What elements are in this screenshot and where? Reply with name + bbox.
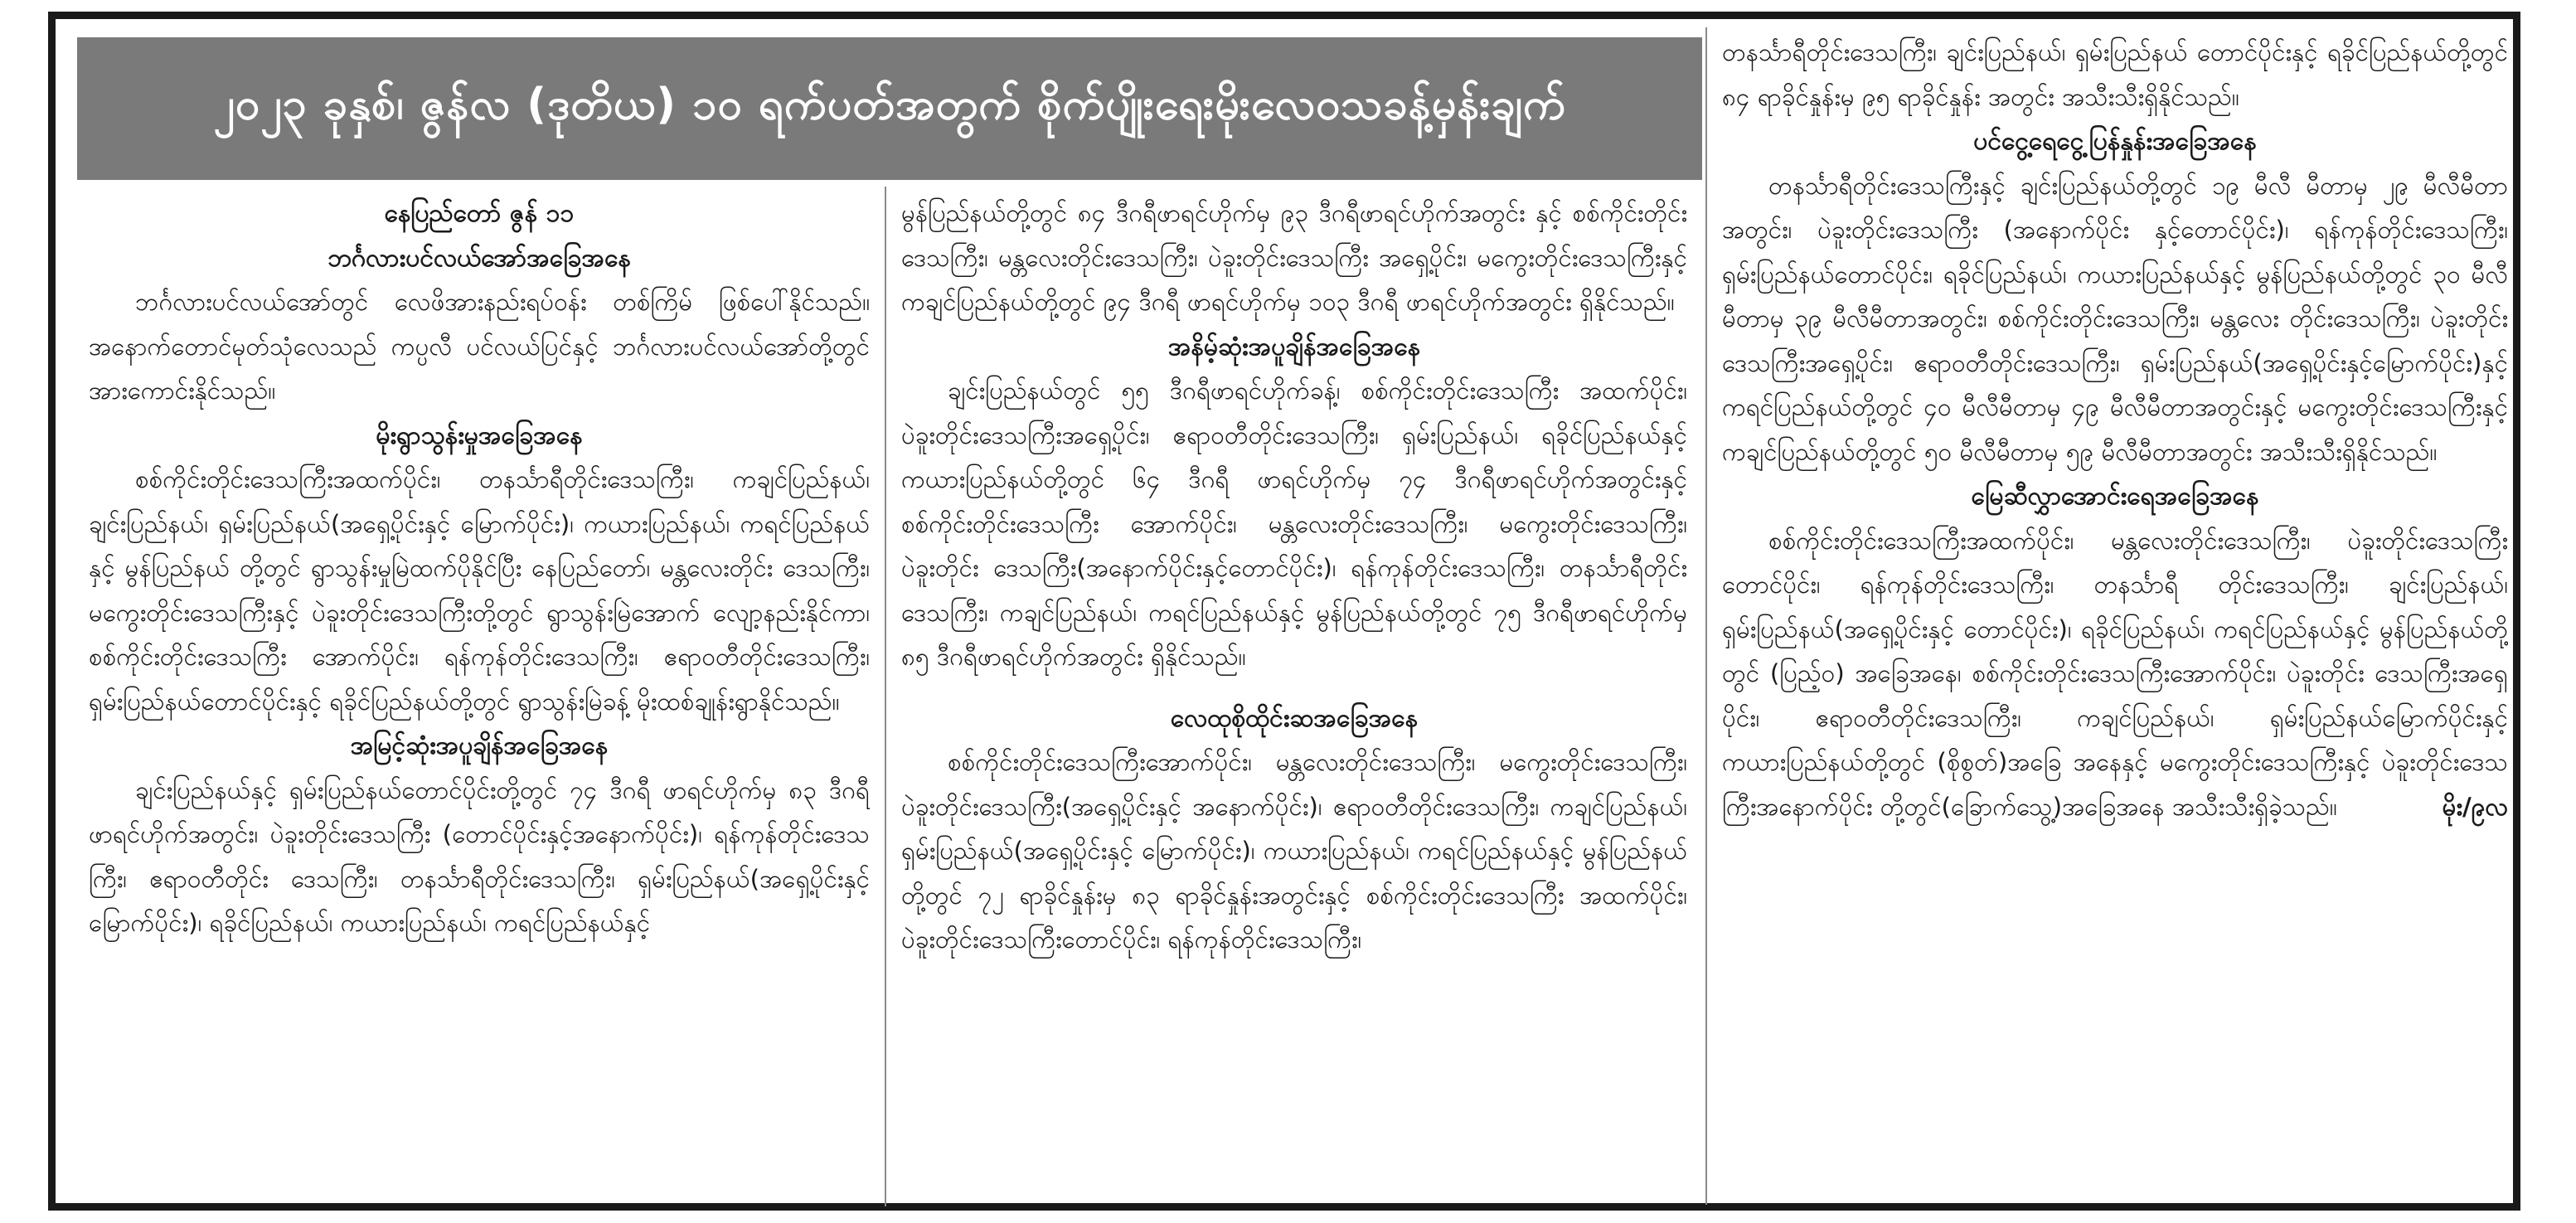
paragraph-bay-of-bengal: ဘင်္ဂလားပင်လယ်အော်တွင် လေဖိအားနည်းရပ်ဝန်း တစ်ကြိမ် ဖြစ်ပေါ်နိုင်သည်။ အနောက်တောင်မုတ်သုံလေသည် ကပ္ပလီ ပင်လယ်ပြင်နှင့် ဘင်္ဂလားပင်လယ်အော်တို့တွင် အားကောင်းနိုင်သည်။ xyxy=(89,288,870,405)
paragraph-humidity-continued: တနင်္သာရီတိုင်းဒေသကြီး၊ ချင်းပြည်နယ်၊ ရှမ်းပြည်နယ် တောင်ပိုင်းနှင့် ရခိုင်ပြည်နယ်တို့တွင် ၈၄ ရာခိုင်နှုန်းမှ ၉၅ ရာခိုင်နှုန်း အတွင်း အသီးသီးရှိနိုင်သည်။ xyxy=(1722,38,2508,111)
column-divider xyxy=(885,187,886,1206)
column-3 xyxy=(1722,31,2508,829)
heading-soil-moisture: မြေဆီလွှာအောင်းရေအခြေအနေ xyxy=(1971,482,2259,511)
paragraph-max-temperature: ချင်းပြည်နယ်နှင့် ရှမ်းပြည်နယ်တောင်ပိုင်းတို့တွင် ၇၄ ဒီဂရီ ဖာရင်ဟိုက်မှ ၈၃ ဒီဂရီဖာရင်ဟိုက်အတွင်း၊ ပဲခူးတိုင်းဒေသကြီး (တောင်ပိုင်းနှင့်အနောက်ပိုင်း)၊ ရန်ကုန်တိုင်းဒေသကြီး၊ ဧရာဝတီတိုင်း ဒေသကြီး၊ တနင်္သာရီတိုင်းဒေသကြီး၊ ရှမ်းပြည်နယ်(အရှေ့ပိုင်းနှင့် မြောက်ပိုင်း)၊ ရခိုင်ပြည်နယ်၊ ကယားပြည်နယ်၊ ကရင်ပြည်နယ်နှင့် xyxy=(89,775,870,937)
paragraph-rainfall: စစ်ကိုင်းတိုင်းဒေသကြီးအထက်ပိုင်း၊ တနင်္သာရီတိုင်းဒေသကြီး၊ ကချင်ပြည်နယ်၊ ချင်းပြည်နယ်၊ ရှမ်းပြည်နယ်(အရှေ့ပိုင်းနှင့် မြောက်ပိုင်း)၊ ကယားပြည်နယ်၊ ကရင်ပြည်နယ်နှင့် မွန်ပြည်နယ် တို့တွင် ရွာသွန်းမှုမြဲထက်ပိုနိုင်ပြီး နေပြည်တော်၊ မန္တလေးတိုင်း ဒေသကြီး၊ မကွေးတိုင်းဒေသကြီးနှင့် ပဲခူးတိုင်းဒေသကြီးတို့တွင် ရွာသွန်းမြဲအောက် လျော့နည်းနိုင်ကာ၊ စစ်ကိုင်းတိုင်းဒေသကြီး အောက်ပိုင်း၊ ရန်ကုန်တိုင်းဒေသကြီး၊ ဧရာဝတီတိုင်းဒေသကြီး၊ ရှမ်းပြည်နယ်တောင်ပိုင်းနှင့် ရခိုင်ပြည်နယ်တို့တွင် ရွာသွန်းမြဲခန့် မိုးထစ်ချုန်းရွာနိုင်သည်။ xyxy=(89,465,870,716)
heading-humidity: လေထုစိုထိုင်းဆအခြေအနေ xyxy=(1170,703,1419,733)
column-2 xyxy=(901,192,1687,963)
heading-min-temperature: အနိမ့်ဆုံးအပူချိန်အခြေအနေ xyxy=(1167,332,1421,362)
paragraph-max-temperature-continued: မွန်ပြည်နယ်တို့တွင် ၈၄ ဒီဂရီဖာရင်ဟိုက်မှ ၉၃ ဒီဂရီဖာရင်ဟိုက်အတွင်း နှင့် စစ်ကိုင်းတိုင်းဒေသကြီး၊ မန္တလေးတိုင်းဒေသကြီး၊ ပဲခူးတိုင်းဒေသကြီး အရှေ့ပိုင်း၊ မကွေးတိုင်းဒေသကြီးနှင့် ကချင်ပြည်နယ်တို့တွင် ၉၄ ဒီဂရီ ဖာရင်ဟိုက်မှ ၁၀၃ ဒီဂရီ ဖာရင်ဟိုက်အတွင်း ရှိနိုင်သည်။ xyxy=(901,199,1687,316)
column-divider xyxy=(1705,27,1707,1205)
heading-evapotranspiration: ပင်ငွေ့ရေငွေ့ပြန်နှုန်းအခြေအနေ xyxy=(1973,127,2257,156)
soil-moisture-text: စစ်ကိုင်းတိုင်းဒေသကြီးအထက်ပိုင်း၊ မန္တလေးတိုင်းဒေသကြီး၊ ပဲခူးတိုင်းဒေသကြီးတောင်ပိုင်း၊ ရန်ကုန်တိုင်းဒေသကြီး၊ တနင်္သာရီ တိုင်းဒေသကြီး၊ ချင်းပြည်နယ်၊ ရှမ်းပြည်နယ်(အရှေ့ပိုင်းနှင့် တောင်ပိုင်း)၊ ရခိုင်ပြည်နယ်၊ ကရင်ပြည်နယ်နှင့် မွန်ပြည်နယ်တို့တွင် (ပြည့်ဝ) အခြေအနေ၊ စစ်ကိုင်းတိုင်းဒေသကြီးအောက်ပိုင်း၊ ပဲခူးတိုင်း ဒေသကြီးအရှေ့ပိုင်း၊ ဧရာဝတီတိုင်းဒေသကြီး၊ ကချင်ပြည်နယ်၊ ရှမ်းပြည်နယ်မြောက်ပိုင်းနှင့် ကယားပြည်နယ်တို့တွင် (စိုစွတ်)အခြေ အနေနှင့် မကွေးတိုင်းဒေသကြီးနှင့် ပဲခူးတိုင်းဒေသကြီးအနောက်ပိုင်း တို့တွင်(ခြောက်သွေ့)အခြေအနေ အသီးသီးရှိခဲ့သည်။ xyxy=(1722,526,2508,821)
paragraph-humidity: စစ်ကိုင်းတိုင်းဒေသကြီးအောက်ပိုင်း၊ မန္တလေးတိုင်းဒေသကြီး၊ မကွေးတိုင်းဒေသကြီး၊ ပဲခူးတိုင်းဒေသကြီး(အရှေ့ပိုင်းနှင့် အနောက်ပိုင်း)၊ ဧရာဝတီတိုင်းဒေသကြီး၊ ကချင်ပြည်နယ်၊ ရှမ်းပြည်နယ်(အရှေ့ပိုင်းနှင့် မြောက်ပိုင်း)၊ ကယားပြည်နယ်၊ ကရင်ပြည်နယ်နှင့် မွန်ပြည်နယ် တို့တွင် ၇၂ ရာခိုင်နှုန်းမှ ၈၃ ရာခိုင်နှုန်းအတွင်းနှင့် စစ်ကိုင်းတိုင်းဒေသကြီး အထက်ပိုင်း၊ ပဲခူးတိုင်းဒေသကြီးတောင်ပိုင်း၊ ရန်ကုန်တိုင်းဒေသကြီး၊ xyxy=(901,748,1687,954)
paragraph-min-temperature: ချင်းပြည်နယ်တွင် ၅၅ ဒီဂရီဖာရင်ဟိုက်ခန့်၊ စစ်ကိုင်းတိုင်းဒေသကြီး အထက်ပိုင်း၊ ပဲခူးတိုင်းဒေသကြီးအရှေ့ပိုင်း၊ ဧရာဝတီတိုင်းဒေသကြီး၊ ရှမ်းပြည်နယ်၊ ရခိုင်ပြည်နယ်နှင့် ကယားပြည်နယ်တို့တွင် ၆၄ ဒီဂရီ ဖာရင်ဟိုက်မှ ၇၄ ဒီဂရီဖာရင်ဟိုက်အတွင်းနှင့် စစ်ကိုင်းတိုင်းဒေသကြီး အောက်ပိုင်း၊ မန္တလေးတိုင်းဒေသကြီး၊ မကွေးတိုင်းဒေသကြီး၊ ပဲခူးတိုင်း ဒေသကြီး(အနောက်ပိုင်းနှင့်တောင်ပိုင်း)၊ ရန်ကုန်တိုင်းဒေသကြီး၊ တနင်္သာရီတိုင်းဒေသကြီး၊ ကချင်ပြည်နယ်၊ ကရင်ပြည်နယ်နှင့် မွန်ပြည်နယ်တို့တွင် ၇၅ ဒီဂရီဖာရင်ဟိုက်မှ ၈၅ ဒီဂရီဖာရင်ဟိုက်အတွင်း ရှိနိုင်သည်။ xyxy=(901,376,1687,671)
article-title: ၂၀၂၃ ခုနှစ်၊ ဇွန်လ (ဒုတိယ) ၁၀ ရက်ပတ်အတွက် စိုက်ပျိုးရေးမိုးလေဝသခန့်မှန်းချက် xyxy=(77,37,1702,180)
dateline: နေပြည်တော် ဇွန် ၁၁ xyxy=(384,199,575,228)
heading-rainfall: မိုးရွာသွန်းမှုအခြေအနေ xyxy=(376,420,583,450)
heading-bay-of-bengal: ဘင်္ဂလားပင်လယ်အော်အခြေအနေ xyxy=(327,243,631,273)
heading-max-temperature: အမြင့်ဆုံးအပူချိန်အခြေအနေ xyxy=(350,731,609,760)
byline-signature: မိုး/၉လ xyxy=(2442,792,2508,821)
paragraph-soil-moisture xyxy=(1722,519,2508,830)
article-frame xyxy=(48,12,2520,1211)
paragraph-evapotranspiration: တနင်္သာရီတိုင်းဒေသကြီးနှင့် ချင်းပြည်နယ်တို့တွင် ၁၉ မီလီ မီတာမှ ၂၉ မီလီမီတာအတွင်း၊ ပဲခူးတိုင်းဒေသကြီး (အနောက်ပိုင်း နှင့်တောင်ပိုင်း)၊ ရန်ကုန်တိုင်းဒေသကြီး၊ ရှမ်းပြည်နယ်တောင်ပိုင်း၊ ရခိုင်ပြည်နယ်၊ ကယားပြည်နယ်နှင့် မွန်ပြည်နယ်တို့တွင် ၃၀ မီလီ မီတာမှ ၃၉ မီလီမီတာအတွင်း၊ စစ်ကိုင်းတိုင်းဒေသကြီး၊ မန္တလေး တိုင်းဒေသကြီး၊ ပဲခူးတိုင်းဒေသကြီးအရှေ့ပိုင်း၊ ဧရာဝတီတိုင်းဒေသကြီး၊ ရှမ်းပြည်နယ်(အရှေ့ပိုင်းနှင့်မြောက်ပိုင်း)နှင့် ကရင်ပြည်နယ်တို့တွင် ၄၀ မီလီမီတာမှ ၄၉ မီလီမီတာအတွင်းနှင့် မကွေးတိုင်းဒေသကြီးနှင့် ကချင်ပြည်နယ်တို့တွင် ၅၀ မီလီမီတာမှ ၅၉ မီလီမီတာအတွင်း အသီးသီးရှိနိုင်သည်။ xyxy=(1722,171,2508,466)
column-1 xyxy=(89,192,870,946)
